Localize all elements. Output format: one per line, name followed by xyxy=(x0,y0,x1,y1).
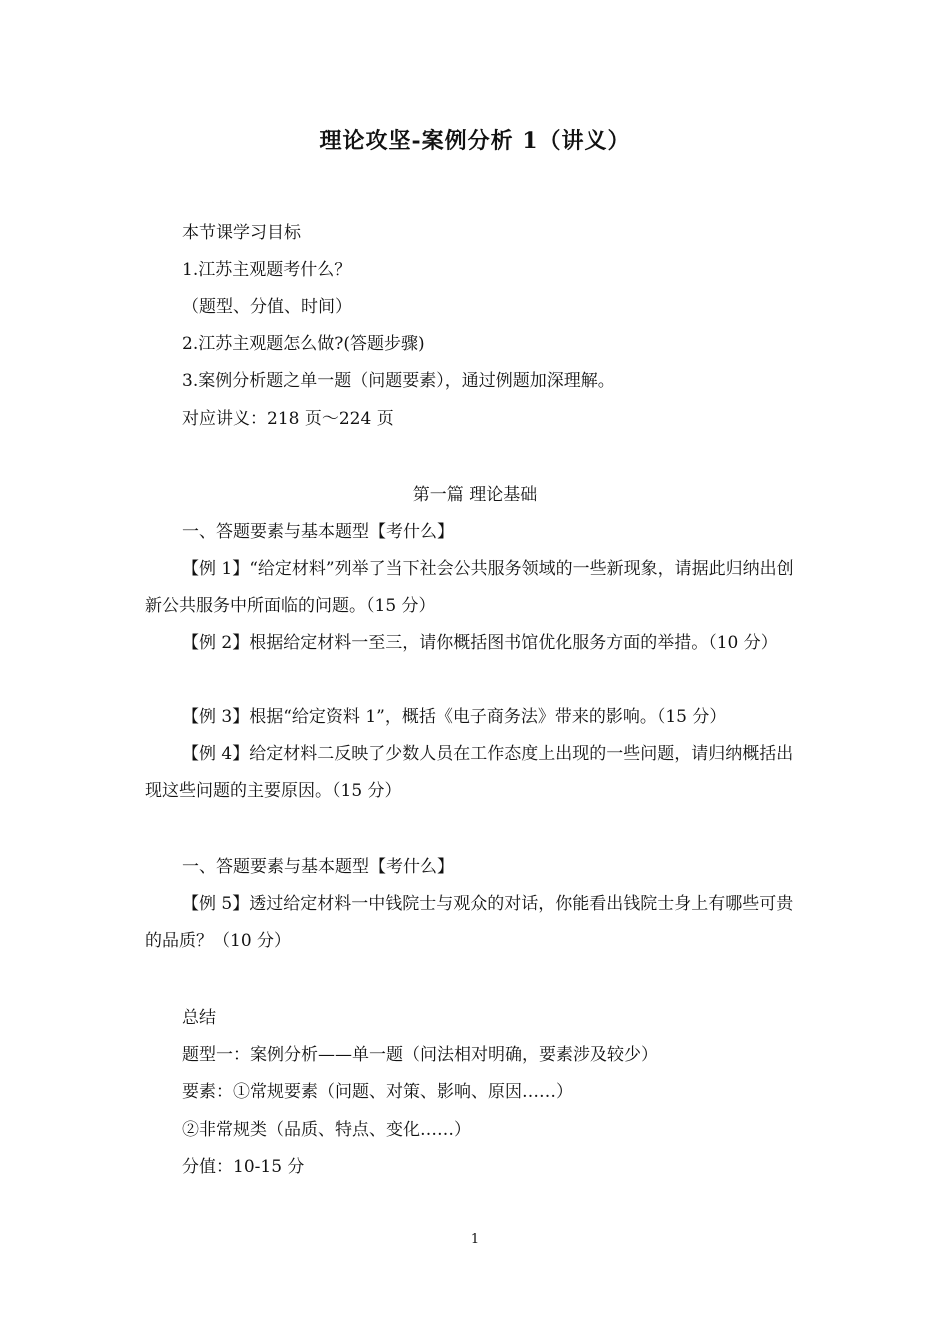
goals-heading: 本节课学习目标 xyxy=(182,223,301,243)
summary-heading: 总结 xyxy=(182,1008,216,1028)
summary-elements: 要素：①常规要素（问题、对策、影响、原因……） xyxy=(182,1082,573,1102)
reference-pages: 对应讲义：218 页～224 页 xyxy=(182,409,394,429)
page-number: 1 xyxy=(470,1232,480,1247)
summary-type: 题型一：案例分析——单一题（问法相对明确，要素涉及较少） xyxy=(182,1045,658,1065)
example-4: 【例 4】给定材料二反映了少数人员在工作态度上出现的一些问题，请归纳概括出现这些问题的主要原因。（15 分） xyxy=(145,744,794,801)
section-heading: 第一篇 理论基础 xyxy=(412,485,538,505)
goal-item-2: 2.江苏主观题怎么做?(答题步骤) xyxy=(182,334,425,354)
example-5: 【例 5】透过给定材料一中钱院士与观众的对话，你能看出钱院士身上有哪些可贵的品质？（10 分） xyxy=(145,894,794,951)
summary-score: 分值：10-15 分 xyxy=(182,1157,305,1177)
summary-elements-2: ②非常规类（品质、特点、变化……） xyxy=(182,1120,471,1140)
goal-item-3: 3.案例分析题之单一题（问题要素），通过例题加深理解。 xyxy=(182,371,615,391)
goal-item-1-sub: （题型、分值、时间） xyxy=(182,297,352,317)
section-subheading: 一、答题要素与基本题型【考什么】 xyxy=(182,522,454,542)
page-title: 理论攻坚-案例分析 1（讲义） xyxy=(319,128,631,154)
example-2: 【例 2】根据给定材料一至三，请你概括图书馆优化服务方面的举措。（10 分） xyxy=(182,633,778,653)
goal-item-1: 1.江苏主观题考什么？ xyxy=(182,260,352,280)
example-1: 【例 1】“给定材料”列举了当下社会公共服务领域的一些新现象，请据此归纳出创新公共服务中所面临的问题。（15 分） xyxy=(145,559,794,616)
example-3: 【例 3】根据“给定资料 1”，概括《电子商务法》带来的影响。（15 分） xyxy=(182,707,727,727)
section-subheading-2: 一、答题要素与基本题型【考什么】 xyxy=(182,857,454,877)
